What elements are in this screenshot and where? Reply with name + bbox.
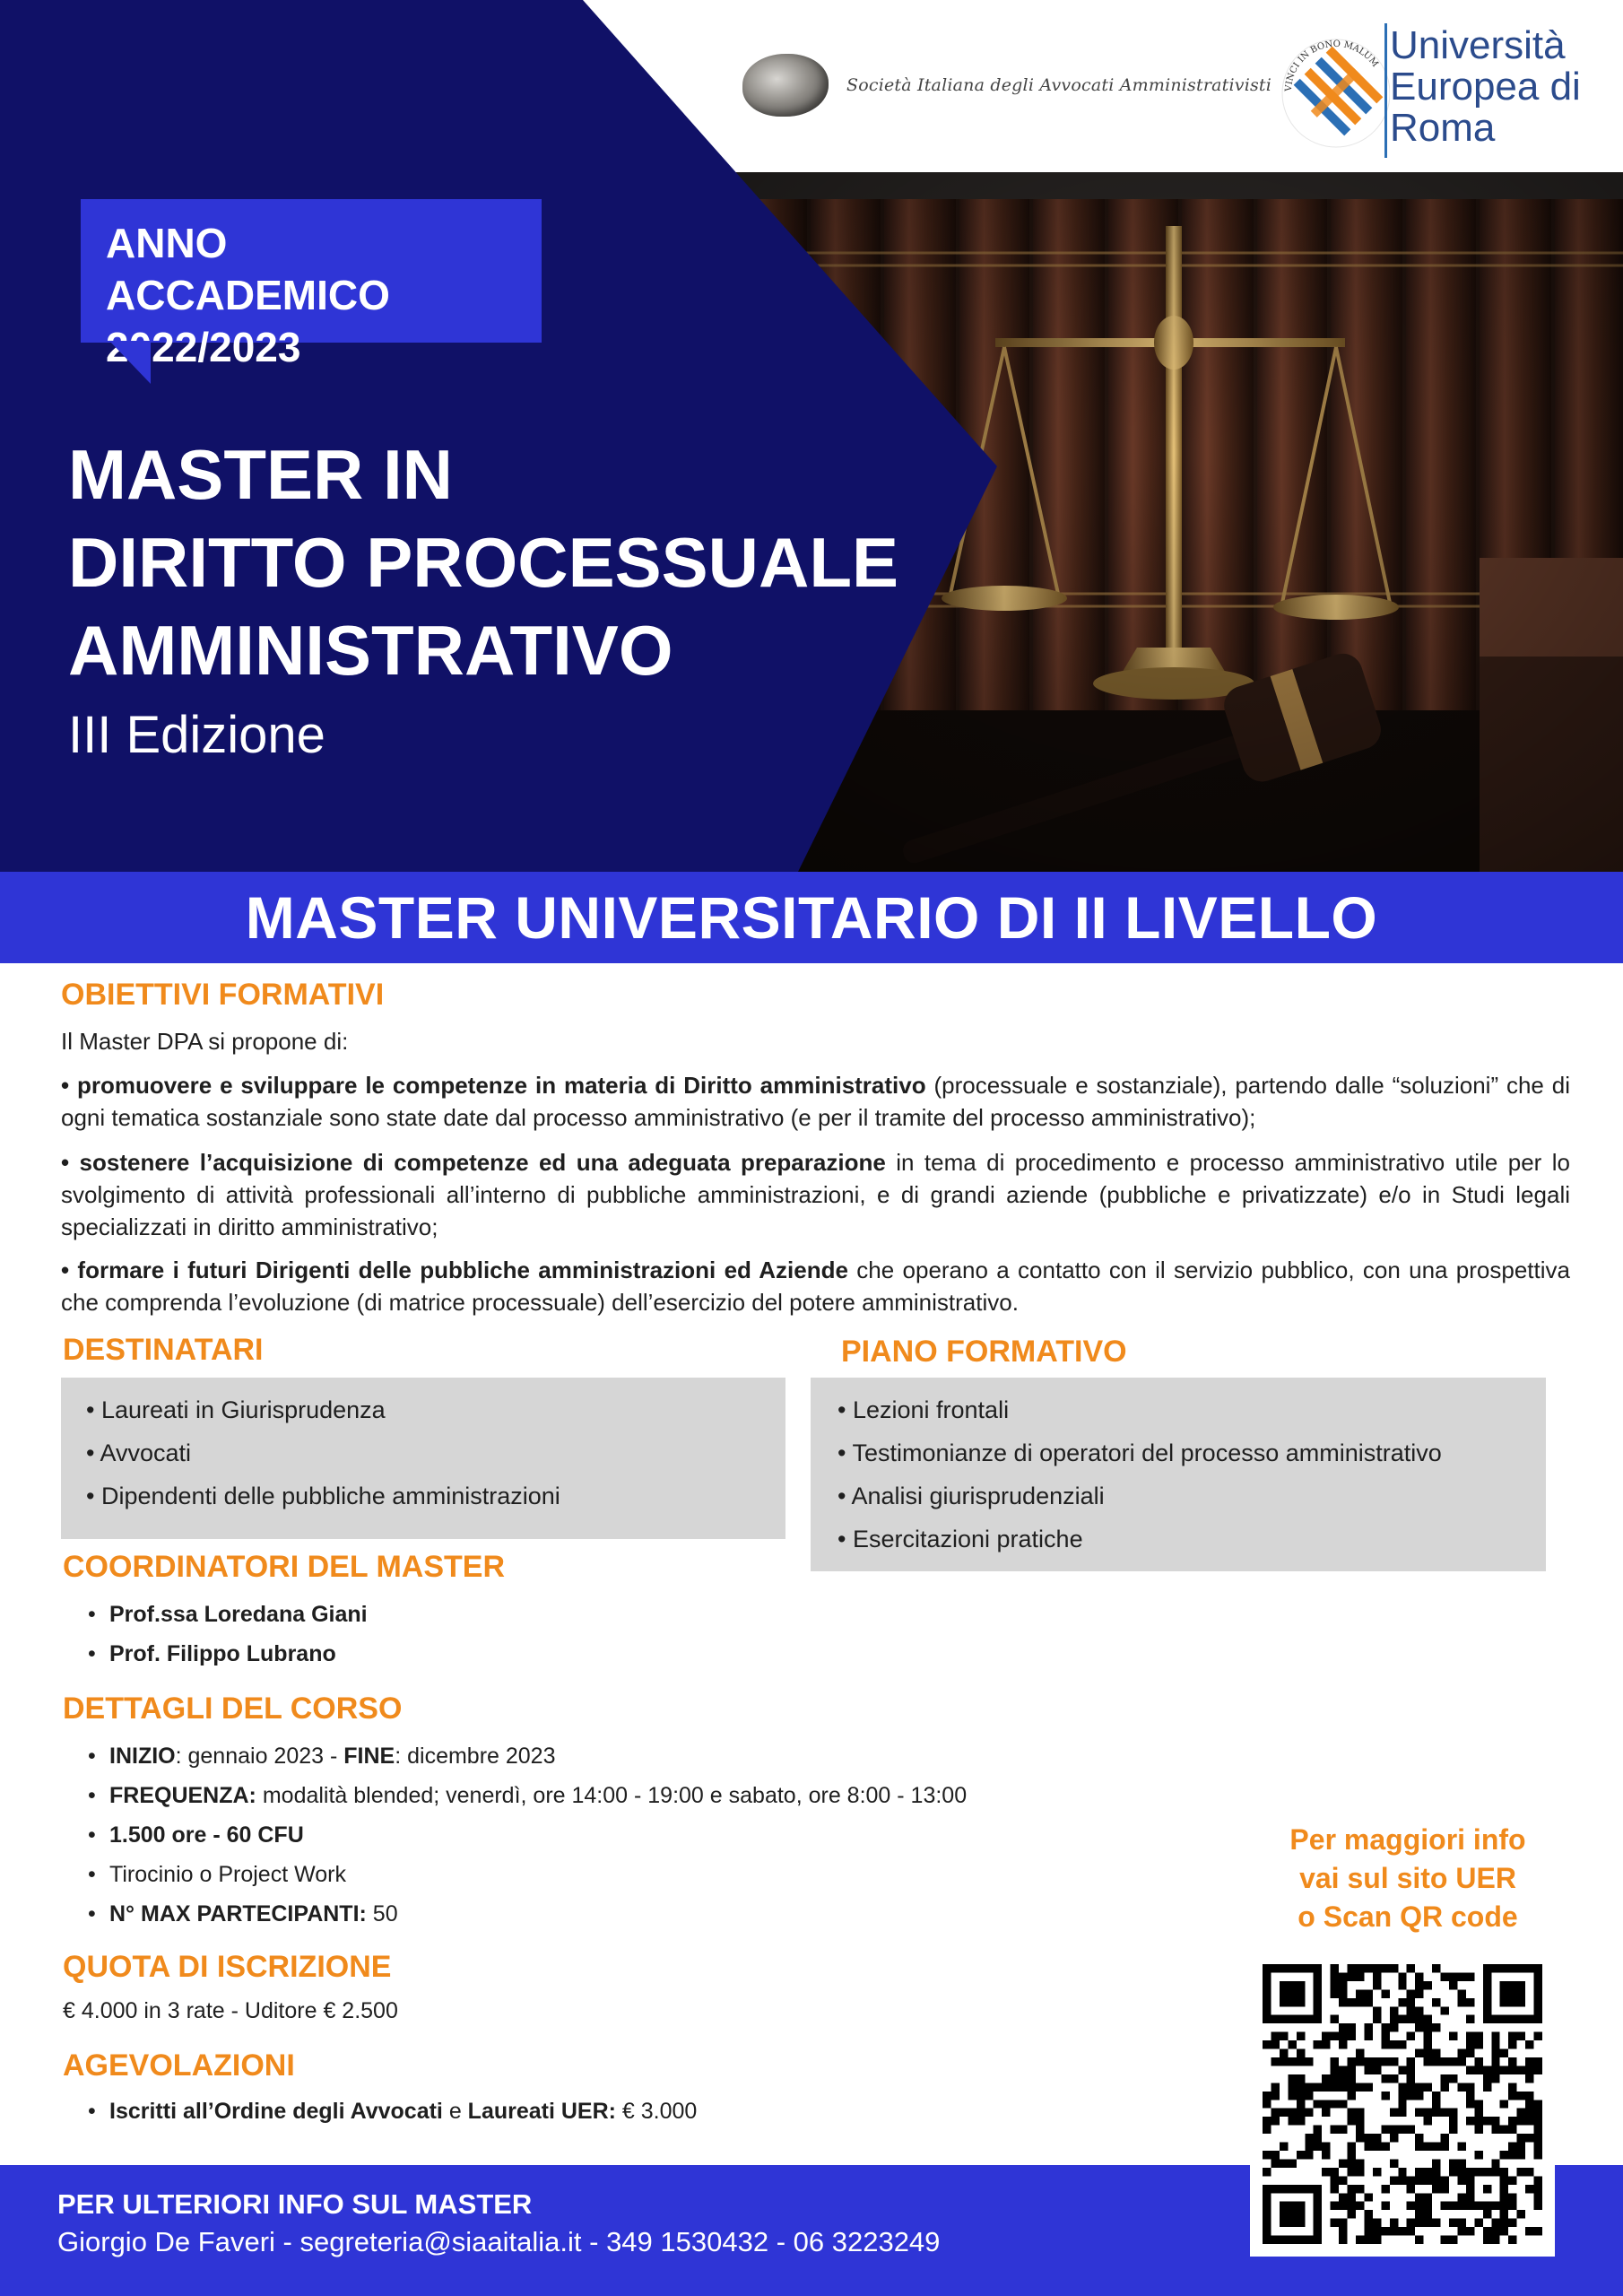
cta-line-2: vai sul sito UER: [1299, 1862, 1516, 1894]
agevolazione-bold-2: Laureati UER:: [467, 2099, 616, 2124]
fine-value: : dicembre 2023: [395, 1744, 556, 1769]
sia-logo-text: Società Italiana degli Avvocati Amministrativisti: [846, 75, 1272, 95]
fine-label: FINE: [343, 1744, 395, 1769]
inizio-label: INIZIO: [109, 1744, 176, 1769]
coordinator-name: Prof.ssa Loredana Giani: [109, 1602, 368, 1627]
academic-year-badge: [81, 199, 542, 370]
obiettivo-3-text: che operano a contatto con il servizio pubblico, con una prospettiva che comprenda l’evoluzione (di matrice processuale) dell’esercizio del potere amministrativo.: [61, 1257, 1570, 1316]
title-line-3: AMMINISTRATIVO: [68, 611, 673, 690]
piano-list: [838, 1388, 1546, 1561]
obiettivo-1-text: (processuale e sostanziale), partendo dalle “soluzioni” che di ogni tematica sostanziale sono state date dal processo amministrativo (e per il tramite del processo amministrativo);: [61, 1072, 1570, 1131]
obiettivo-2-text: in tema di procedimento e processo amministrativo utile per lo svolgimento di attività professionali all’interno di pubbliche amministrazioni, e di grandi aziende (pubbliche e privatizzate) e/o in Studi legali specializzati in diritto amministrativo;: [61, 1149, 1570, 1240]
piano-box: [811, 1378, 1546, 1571]
obiettivo-1-bold: • promuovere e sviluppare le competenze in materia di Diritto amministrativo: [61, 1072, 926, 1099]
footer-contact: Giorgio De Faveri - segreteria@siaaitalia.it - 349 1530432 - 06 3223249: [57, 2226, 941, 2257]
uer-name-line-2: Europea di: [1390, 65, 1581, 109]
frequenza-label: FREQUENZA:: [109, 1783, 256, 1808]
max-value: 50: [366, 1901, 398, 1926]
destinatari-heading: DESTINATARI: [63, 1333, 264, 1367]
list-item: [88, 1776, 967, 1815]
coordinatori-list: [88, 1595, 368, 1674]
quota-heading: QUOTA DI ISCRIZIONE: [63, 1950, 392, 1984]
list-item: [88, 1815, 967, 1855]
more-info-cta: [1237, 1821, 1578, 1936]
frequenza-value: modalità blended; venerdì, ore 14:00 - 19:00 e sabato, ore 8:00 - 13:00: [256, 1783, 968, 1808]
quota-text: € 4.000 in 3 rate - Uditore € 2.500: [63, 1998, 398, 2023]
list-item: [88, 1634, 368, 1674]
ore-cfu: 1.500 ore - 60 CFU: [109, 1822, 304, 1848]
year-value: 2022/2023: [106, 324, 301, 370]
list-item: [88, 1894, 967, 1934]
qr-code-icon: [1263, 1964, 1542, 2244]
edition-label: III Edizione: [68, 706, 325, 764]
obiettivi-heading: OBIETTIVI FORMATIVI: [61, 978, 385, 1012]
title-line-2: DIRITTO PROCESSUALE: [68, 523, 898, 602]
coordinatori-heading: COORDINATORI DEL MASTER: [63, 1550, 506, 1584]
piano-heading: PIANO FORMATIVO: [841, 1335, 1127, 1369]
obiettivi-intro: Il Master DPA si propone di:: [61, 1028, 349, 1055]
uer-logo: [1273, 20, 1614, 163]
list-item: • Esercitazioni pratiche: [838, 1518, 1546, 1561]
uer-name-line-1: Università: [1390, 23, 1566, 67]
hero-section: [0, 0, 1623, 872]
uer-name-line-3: Roma: [1390, 106, 1496, 150]
list-item: • Avvocati: [86, 1431, 785, 1474]
uer-emblem-icon: [1273, 20, 1390, 163]
level-banner: MASTER UNIVERSITARIO DI II LIVELLO: [0, 872, 1623, 963]
max-label: N° MAX PARTECIPANTI:: [109, 1901, 367, 1926]
destinatari-box: [61, 1378, 785, 1539]
list-item: [88, 1855, 967, 1894]
obiettivo-item-2: [61, 1146, 1570, 1243]
master-title: [68, 430, 898, 694]
list-item: • Dipendenti delle pubbliche amministrazioni: [86, 1474, 785, 1518]
list-item: • Analisi giurisprudenziali: [838, 1474, 1546, 1518]
obiettivo-3-bold: • formare i futuri Dirigenti delle pubbliche amministrazioni ed Aziende: [61, 1257, 848, 1283]
footer-title: PER ULTERIORI INFO SUL MASTER: [57, 2188, 533, 2220]
uer-seal-text: VINCI IN BONO MALUM: [1283, 39, 1380, 92]
qr-code[interactable]: [1250, 1952, 1555, 2257]
inizio-value: : gennaio 2023 -: [175, 1744, 344, 1769]
list-item: [88, 1595, 368, 1634]
list-item: • Lezioni frontali: [838, 1388, 1546, 1431]
coordinator-name: Prof. Filippo Lubrano: [109, 1641, 336, 1666]
obiettivo-2-bold: • sostenere l’acquisizione di competenze ed una adeguata preparazione: [61, 1149, 886, 1176]
list-item: [88, 1736, 967, 1776]
cta-line-1: Per maggiori info: [1289, 1823, 1526, 1856]
agevolazione-mid: e: [442, 2099, 468, 2124]
obiettivo-item-3: [61, 1254, 1570, 1318]
sia-seal-icon: [742, 54, 829, 117]
uer-name: [1390, 25, 1581, 149]
sia-logo: [742, 54, 1271, 117]
agevolazione-value: € 3.000: [615, 2099, 698, 2124]
list-item: • Testimonianze di operatori del processo amministrativo: [838, 1431, 1546, 1474]
tirocinio: Tirocinio o Project Work: [109, 1862, 346, 1887]
agevolazioni-heading: AGEVOLAZIONI: [63, 2048, 295, 2083]
title-line-1: MASTER IN: [68, 435, 453, 514]
year-label: ANNO ACCADEMICO: [106, 220, 390, 318]
agevolazione-bold-1: Iscritti all’Ordine degli Avvocati: [109, 2099, 443, 2124]
list-item: • Laureati in Giurisprudenza: [86, 1388, 785, 1431]
dettagli-heading: DETTAGLI DEL CORSO: [63, 1692, 403, 1726]
obiettivo-item-1: [61, 1069, 1570, 1134]
dettagli-list: [88, 1736, 967, 1934]
list-item: [88, 2092, 697, 2131]
destinatari-list: [86, 1388, 785, 1518]
agevolazioni-list: [88, 2092, 697, 2131]
badge-tail: [109, 341, 151, 384]
cta-line-3: o Scan QR code: [1298, 1900, 1518, 1933]
